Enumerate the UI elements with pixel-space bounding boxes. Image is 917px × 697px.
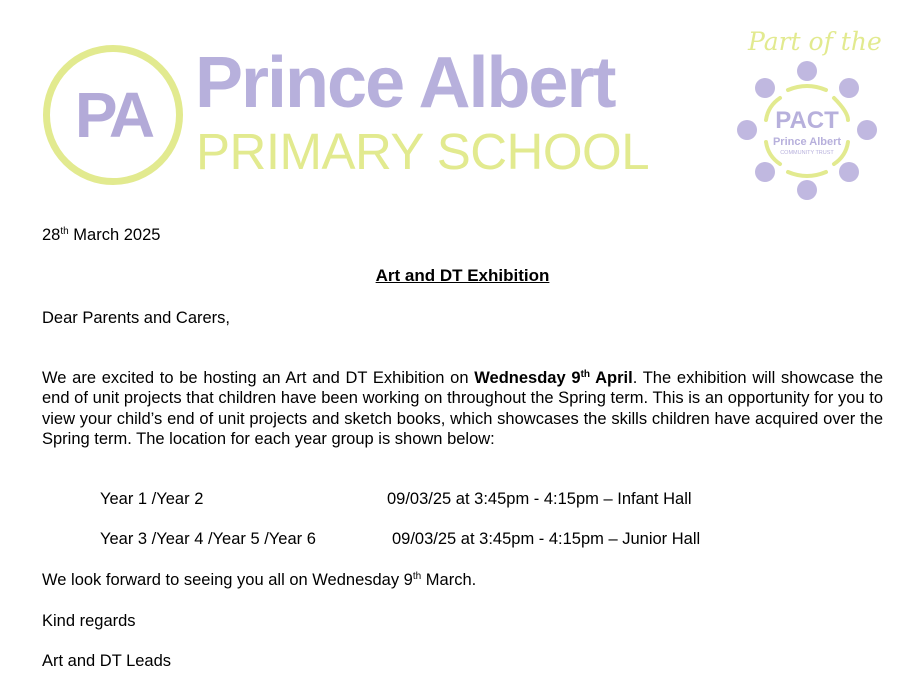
event-date: Wednesday 9th April bbox=[474, 369, 633, 387]
closing-line: We look forward to seeing you all on Wednesday 9th March. bbox=[42, 571, 477, 589]
body-paragraph: We are excited to be hosting an Art and DT Exhibition on Wednesday 9th April. The exhibition will showcase the end of unit projects that children have been working on throughout the Spring term. This is an opportunity for you to view your child’s end of unit projects and sketch books, which showcases the skills children have acquired over the Spring term. The location for each year group is shown below: bbox=[42, 369, 884, 448]
signature: Art and DT Leads bbox=[42, 652, 172, 670]
salutation: Dear Parents and Carers, bbox=[42, 309, 231, 327]
schedule-groups: Year 1 /Year 2 bbox=[100, 490, 204, 508]
trust-logo-line1: Prince Albert bbox=[772, 136, 842, 148]
school-name: Prince Albert bbox=[195, 43, 615, 123]
schedule-time: 09/03/25 at 3:45pm - 4:15pm – Junior Hall bbox=[392, 530, 701, 548]
school-subtitle: PRIMARY SCHOOL bbox=[196, 123, 650, 180]
schedule-time: 09/03/25 at 3:45pm - 4:15pm – Infant Hall bbox=[387, 490, 692, 508]
trust-logo bbox=[736, 60, 878, 202]
schedule-groups: Year 3 /Year 4 /Year 5 /Year 6 bbox=[100, 530, 316, 548]
letter-date: 28th March 2025 bbox=[42, 226, 161, 244]
school-logo-initials: PA bbox=[74, 79, 152, 151]
trust-logo-main: PACT bbox=[775, 107, 839, 134]
letter-title: Art and DT Exhibition bbox=[375, 266, 550, 285]
signoff: Kind regards bbox=[42, 612, 136, 630]
trust-logo-line2: COMMUNITY TRUST bbox=[780, 150, 834, 156]
trust-tagline: Part of the bbox=[748, 27, 882, 56]
school-logo-roundel bbox=[43, 45, 183, 185]
